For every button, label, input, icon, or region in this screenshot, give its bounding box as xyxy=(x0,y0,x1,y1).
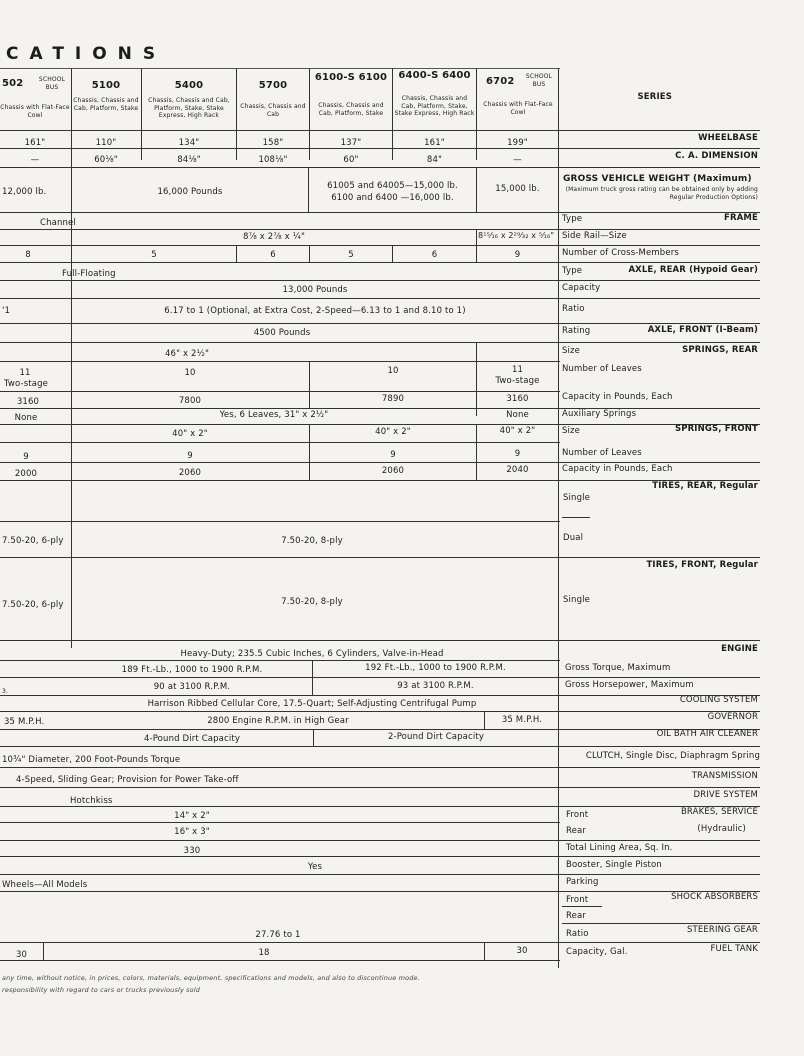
col-5100-desc: Chassis, Chassis and Cab, Platform, Stake xyxy=(73,97,139,112)
sf-cap-0: 2000 xyxy=(14,469,38,479)
wb-6: 199" xyxy=(507,138,528,148)
label-springs-rear: SPRINGS, REAR xyxy=(682,345,758,355)
axle-capacity: 13,000 Pounds xyxy=(282,285,348,295)
label-rating: Rating xyxy=(562,326,591,336)
wb-3: 158" xyxy=(262,138,284,148)
cross-0: 8 xyxy=(25,250,31,260)
fuel-1: 18 xyxy=(258,948,270,958)
label-wheelbase: WHEELBASE xyxy=(698,133,758,143)
label-leaves: Number of Leaves xyxy=(562,364,642,374)
label-ca: C. A. DIMENSION xyxy=(675,151,758,161)
sf-cap-1: 2060 xyxy=(178,468,202,478)
hp-1: 90 at 3100 R.P.M. xyxy=(153,682,231,692)
label-series: SERIES xyxy=(637,92,672,102)
brake-booster: Yes xyxy=(307,862,323,872)
col-6400-model: 6400-S 6400 xyxy=(398,70,471,81)
sr-cap-3: 3160 xyxy=(506,394,529,404)
sr-cap-0: 3160 xyxy=(16,397,40,407)
label-booster: Booster, Single Piston xyxy=(566,860,662,870)
label-air: OIL BATH AIR CLEANER xyxy=(656,729,758,739)
col-6100-model-text: 6100-S 6100 xyxy=(314,72,388,83)
label-type: Type xyxy=(562,214,583,224)
label-trans: TRANSMISSION xyxy=(691,771,758,781)
label-hp: Gross Horsepower, Maximum xyxy=(565,680,694,690)
axle-ratio-left: '1 xyxy=(2,306,11,316)
label-size-front: Size xyxy=(562,426,581,436)
footnote-1: any time, without notice, in prices, colors, materials, equipment, specifications and models, and also to discontinue mode. xyxy=(2,974,420,982)
gvw-0: 12,000 lb. xyxy=(2,187,47,197)
axle-front-rating: 4500 Pounds xyxy=(253,328,311,338)
axle-ratio: 6.17 to 1 (Optional, at Extra Cost, 2-Speed—6.13 to 1 and 8.10 to 1) xyxy=(164,306,466,316)
sr-leaves-0: 11 xyxy=(19,368,31,378)
sf-leaves-2: 9 xyxy=(390,450,396,460)
wb-4: 137" xyxy=(340,138,362,148)
label-single-front: Single xyxy=(563,595,591,605)
gov-1: 2800 Engine R.P.M. in High Gear xyxy=(207,716,349,726)
label-springs-front: SPRINGS, FRONT xyxy=(674,424,758,434)
gov-0: 35 M.P.H. xyxy=(4,717,45,727)
rail-1: 8⅞ x 2⅞ x ¼" xyxy=(242,232,306,242)
col-502-model: 502 xyxy=(2,78,24,89)
ca-1: 60⅛" xyxy=(94,155,118,165)
wb-0: 161" xyxy=(24,138,46,148)
fuel-2: 30 xyxy=(516,946,528,956)
torque-2: 192 Ft.-Lb., 1000 to 1900 R.P.M. xyxy=(365,663,506,673)
ca-6: — xyxy=(513,155,522,165)
label-dual: Dual xyxy=(563,533,584,543)
sf-leaves-1: 9 xyxy=(187,451,193,461)
label-capacity: Capacity xyxy=(562,283,601,293)
label-aux: Auxiliary Springs xyxy=(562,409,637,419)
steer-ratio: 27.76 to 1 xyxy=(255,930,301,940)
label-rear: Rear xyxy=(566,826,587,836)
label-size: Size xyxy=(562,346,581,356)
ca-2: 84⅛" xyxy=(177,155,201,165)
aux-1: Yes, 6 Leaves, 31" x 2½" xyxy=(219,410,329,420)
gvw-3: 15,000 lb. xyxy=(495,184,540,194)
label-tires-front: TIRES, FRONT, Regular xyxy=(646,560,758,570)
label-ratio: Ratio xyxy=(562,304,585,314)
torque-1: 189 Ft.-Lb., 1000 to 1900 R.P.M. xyxy=(121,665,263,675)
label-single: Single xyxy=(563,493,591,503)
label-gvw: GROSS VEHICLE WEIGHT (Maximum) xyxy=(563,174,752,184)
col-6400-desc: Chassis, Chassis and Cab, Platform, Stake, Stake Express, High Rack xyxy=(394,95,475,117)
col-502-desc: Chassis with Flat-Face Cowl xyxy=(0,104,70,119)
label-engine: ENGINE xyxy=(721,644,758,654)
axle-fullfloat: Full-Floating xyxy=(62,269,116,279)
sf-size-1: 40" x 2" xyxy=(375,427,411,437)
label-cap-each-front: Capacity in Pounds, Each xyxy=(562,464,673,474)
sr-leaves-3: 11 xyxy=(511,365,524,375)
col-5100-model: 5100 xyxy=(91,80,121,91)
label-tires-rear: TIRES, REAR, Regular xyxy=(652,481,758,491)
col-6702-model: 6702 xyxy=(486,76,515,87)
label-clutch: CLUTCH, Single Disc, Diaphragm Spring xyxy=(585,751,760,761)
label-axle-front: AXLE, FRONT (I-Beam) xyxy=(647,325,758,335)
col-5700-model: 5700 xyxy=(258,80,288,91)
gvw-2b: 6100 and 6400 —16,000 lb. xyxy=(331,193,454,203)
sf-size-2: 40" x 2" xyxy=(499,426,536,436)
label-cap-gal: Capacity, Gal. xyxy=(566,947,628,957)
label-side-rail: Side Rail—Size xyxy=(562,231,627,241)
tire-rear-left: 7.50-20, 6-ply xyxy=(2,536,64,546)
ca-0: — xyxy=(30,155,40,165)
sr-twostage-0: Two-stage xyxy=(3,379,49,389)
hp-left: 3. xyxy=(2,688,9,695)
label-frame: FRAME xyxy=(724,213,758,223)
drive-desc: Hotchkiss xyxy=(70,796,113,806)
cross-4: 6 xyxy=(431,250,438,260)
page-title: CATIONS xyxy=(6,44,167,64)
sf-cap-3: 2040 xyxy=(506,465,529,475)
sf-cap-2: 2060 xyxy=(381,466,405,476)
cross-5: 9 xyxy=(514,250,521,260)
tire-rear-main: 7.50-20, 8-ply xyxy=(281,536,343,546)
sf-leaves-0: 9 xyxy=(23,452,29,462)
label-drive: DRIVE SYSTEM xyxy=(693,790,758,800)
sr-leaves-1: 10 xyxy=(184,368,196,378)
sr-cap-1: 7800 xyxy=(178,396,202,406)
brake-lining: 330 xyxy=(183,846,201,856)
label-cap-each: Capacity in Pounds, Each xyxy=(562,392,673,402)
ca-5: 84" xyxy=(426,155,443,165)
aux-2: None xyxy=(506,410,529,420)
label-gvw-note: (Maximum truck gross rating can be obtained only by adding Regular Production Options) xyxy=(565,186,758,201)
engine-desc: Heavy-Duty; 235.5 Cubic Inches, 6 Cylinders, Valve-in-Head xyxy=(180,649,444,659)
air-1: 4-Pound Dirt Capacity xyxy=(143,734,241,744)
ca-3: 108⅛" xyxy=(258,155,288,165)
clutch-desc: 10¾" Diameter, 200 Foot-Pounds Torque xyxy=(2,755,181,765)
sf-size-0: 40" x 2" xyxy=(172,429,208,439)
brake-front: 14" x 2" xyxy=(174,811,210,821)
trans-desc: 4-Speed, Sliding Gear; Provision for Power Take-off xyxy=(16,775,239,785)
col-5700-desc: Chassis, Chassis and Cab xyxy=(240,103,306,118)
fuel-0: 30 xyxy=(15,950,28,960)
label-front: Front xyxy=(566,810,589,820)
footnote-2: responsibility with regard to cars or trucks previously sold xyxy=(2,986,201,994)
sr-twostage-3: Two-stage xyxy=(495,376,540,386)
brake-rear: 16" x 3" xyxy=(174,827,210,837)
label-shock: SHOCK ABSORBERS xyxy=(671,892,758,902)
label-type-axle: Type xyxy=(562,266,583,276)
label-torque: Gross Torque, Maximum xyxy=(565,663,671,673)
col-6100-desc: Chassis, Chassis and Cab, Platform, Stake xyxy=(318,102,384,117)
cross-3: 5 xyxy=(348,250,354,260)
rail-2: 8¹⁵⁄₁₆ x 2²⁹⁄₃₂ x ⁵⁄₁₆" xyxy=(478,231,555,240)
sr-leaves-2: 10 xyxy=(387,366,399,376)
air-2: 2-Pound Dirt Capacity xyxy=(387,732,485,742)
label-governor: GOVERNOR xyxy=(707,712,758,722)
wb-2: 134" xyxy=(178,138,200,148)
hp-2: 93 at 3100 R.P.M. xyxy=(397,681,474,691)
wb-1: 110" xyxy=(95,138,117,148)
frame-channel: Channel xyxy=(40,218,76,228)
aux-0: None xyxy=(14,413,38,423)
label-hydraulic: (Hydraulic) xyxy=(697,824,746,834)
label-axle-rear: AXLE, REAR (Hypoid Gear) xyxy=(628,265,758,275)
col-5400-desc: Chassis, Chassis and Cab, Platform, Stake, Stake Express, High Rack xyxy=(148,97,230,119)
gov-2: 35 M.P.H. xyxy=(501,715,543,725)
cross-1: 5 xyxy=(151,250,157,260)
gvw-1: 16,000 Pounds xyxy=(157,187,223,197)
sf-leaves-3: 9 xyxy=(514,449,521,459)
wb-5: 161" xyxy=(424,138,445,148)
label-fuel: FUEL TANK xyxy=(710,944,758,954)
label-ratio-steer: Ratio xyxy=(566,929,589,939)
col-502-tag: SCHOOL BUS xyxy=(38,76,66,91)
label-brakes: BRAKES, SERVICE xyxy=(680,807,758,817)
col-6702-desc: Chassis with Flat-Face Cowl xyxy=(483,101,553,116)
brake-parking: Wheels—All Models xyxy=(2,880,88,890)
label-steer: STEERING GEAR xyxy=(686,925,758,935)
sr-cap-2: 7890 xyxy=(381,394,405,404)
col-6702-tag: SCHOOL BUS xyxy=(525,73,553,88)
cross-2: 6 xyxy=(270,250,276,260)
tire-front-main: 7.50-20, 8-ply xyxy=(281,597,343,607)
label-cooling: COOLING SYSTEM xyxy=(679,695,758,705)
cooling-desc: Harrison Ribbed Cellular Core, 17.5-Quart; Self-Adjusting Centrifugal Pump xyxy=(147,699,477,709)
col-5400-model: 5400 xyxy=(174,80,204,91)
label-front-shock: Front xyxy=(566,895,589,905)
label-parking: Parking xyxy=(566,877,599,887)
label-leaves-front: Number of Leaves xyxy=(562,448,642,458)
tire-front-left: 7.50-20, 6-ply xyxy=(2,600,64,610)
ca-4: 60" xyxy=(343,155,359,165)
sr-size: 46" x 2½" xyxy=(164,349,210,359)
gvw-2a: 61005 and 64005—15,000 lb. xyxy=(327,181,458,191)
label-rear-shock: Rear xyxy=(566,911,587,921)
label-cross: Number of Cross-Members xyxy=(562,248,679,258)
label-lining: Total Lining Area, Sq. In. xyxy=(566,843,673,853)
